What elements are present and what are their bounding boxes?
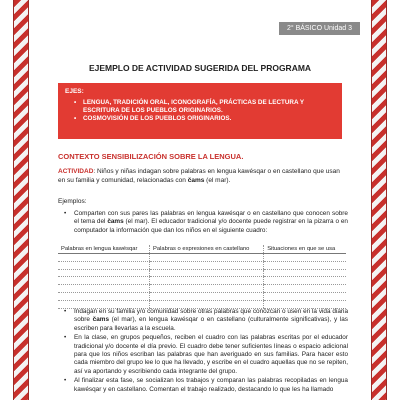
actividad-text: : Niños y niñas indagan sobre palabras en lengua kawésqar o en castellano que usan en su familia y comunidad, relacionadas con	[58, 168, 340, 184]
column-header: Situaciones en que se usa	[264, 245, 346, 254]
ejes-box	[58, 83, 342, 139]
bullet-text: (el mar). El educador tradicional y/o docente puede registrar en la pizarra o en computador la información que dan los niños en el siguiente cuadro:	[74, 218, 348, 234]
table-cell	[58, 300, 150, 308]
border-line	[371, 0, 372, 400]
left-decorative-border	[14, 0, 28, 400]
table-cell	[150, 254, 264, 262]
table-cell	[150, 277, 264, 285]
page-title: EJEMPLO DE ACTIVIDAD SUGERIDA DEL PROGRAMA	[88, 63, 312, 73]
actividad-text: (el mar).	[204, 176, 231, 184]
table-cell	[264, 269, 346, 277]
keyword-cams: čams	[107, 218, 124, 226]
list-item	[74, 210, 348, 235]
table-cell	[150, 269, 264, 277]
column-header: Palabras en lengua kawésqar	[58, 245, 150, 254]
list-item	[74, 334, 348, 376]
words-table	[58, 245, 346, 309]
table-cell	[58, 254, 150, 262]
ejes-list	[65, 99, 335, 124]
border-line	[386, 0, 387, 400]
table-row	[58, 292, 346, 300]
table-cell	[150, 300, 264, 308]
table-cell	[150, 261, 264, 269]
bullet-text: En la clase, en grupos pequeños, reciben el cuadro con las palabras escritas por el educador tradicional y/o docente el día previo. El cuadro debe tener suficientes líneas o espacio adicional para que los niños escriban las palabras que han averiguado en sus familias. Para hacer esto cada miembro del grupo lee lo que ha llevado, y escribe en el cuadro aquellas que no se repiten, así va aportando y escribiendo cada integrante del grupo.	[74, 334, 348, 375]
actividad-label: ACTIVIDAD	[58, 168, 94, 175]
table-cell	[264, 261, 346, 269]
right-decorative-border	[372, 0, 386, 400]
keyword-cams: čams	[187, 176, 205, 184]
ejes-item: • LENGUA, TRADICIÓN ORAL, ICONOGRAFÍA, PRÁCTICAS DE LECTURA Y ESCRITURA DE LOS PUEBLOS ORIGINARIOS.	[83, 99, 335, 115]
table-cell	[150, 285, 264, 293]
list-item	[74, 377, 348, 394]
bullet-text: Indagan en su familia y/o comunidad sobre otras palabras que conozcan o usen en la vida diaria sobre	[74, 308, 348, 324]
column-header: Palabras o expresiones en castellano	[150, 245, 264, 254]
ejemplos-label: Ejemplos:	[58, 198, 87, 205]
table-row	[58, 254, 346, 262]
bullet-text: Comparten con sus pares las palabras en lengua kawésqar o en castellano que conocen sobre el tema del	[74, 210, 348, 226]
table-row	[58, 261, 346, 269]
table-row	[58, 285, 346, 293]
ejes-item: • COSMOVISIÓN DE LOS PUEBLOS ORIGINARIOS.	[83, 115, 335, 123]
border-line	[13, 0, 14, 400]
bullet-text: (el mar), en lengua kawésqar o en castellano (culturalmente significativas), y las escriben para llevarlas a la escuela.	[74, 316, 348, 332]
table-row	[58, 269, 346, 277]
table-row	[58, 300, 346, 308]
table-cell	[264, 277, 346, 285]
table-cell	[150, 292, 264, 300]
table-cell	[58, 277, 150, 285]
keyword-cams: čams	[92, 316, 110, 324]
border-line	[28, 0, 29, 400]
actividad-paragraph	[58, 168, 348, 185]
grade-unit-badge: 2° BÁSICO Unidad 3	[279, 22, 360, 35]
bullet-list	[74, 308, 348, 395]
table-cell	[264, 254, 346, 262]
context-heading: CONTEXTO SENSIBILIZACIÓN SOBRE LA LENGUA.	[58, 152, 244, 161]
table-row	[58, 277, 346, 285]
table-header-row	[58, 245, 346, 254]
table-cell	[264, 285, 346, 293]
table-cell	[264, 300, 346, 308]
table-cell	[58, 269, 150, 277]
table-cell	[58, 292, 150, 300]
ejes-label: EJES:	[65, 88, 84, 95]
table-cell	[58, 261, 150, 269]
bullet-text: Al finalizar esta fase, se socializan los trabajos y comparan las palabras recopiladas en lengua kawésqar y en castellano. Comentan el trabajo realizado, destacando lo que les ha llamado	[74, 377, 348, 393]
table-cell	[58, 285, 150, 293]
list-item	[74, 308, 348, 333]
bullet-list	[74, 210, 348, 236]
table-cell	[264, 292, 346, 300]
